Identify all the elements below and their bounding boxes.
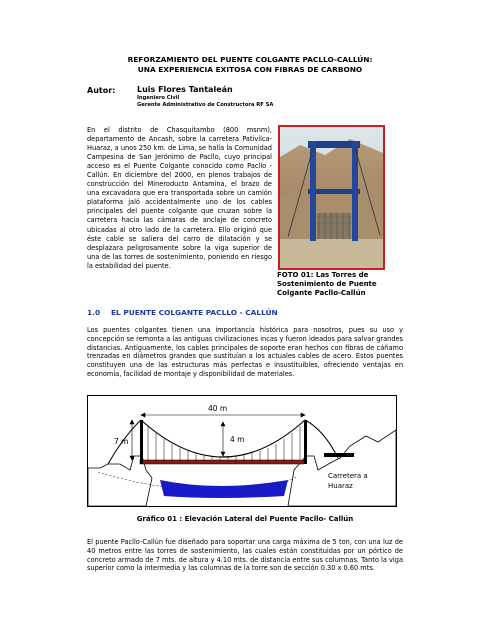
bridge-elevation-diagram xyxy=(87,395,397,507)
author-label: Autor: xyxy=(87,86,116,95)
river-water xyxy=(160,480,288,498)
bridge-tower-photo-image xyxy=(280,127,383,268)
span-length-label: 40 m xyxy=(208,404,228,413)
figure-caption: Gráfico 01 : Elevación Lateral del Puente Pacllo- Callún xyxy=(136,515,354,523)
road-label-line-2: Huaraz xyxy=(328,482,353,490)
section-title: EL PUENTE COLGANTE PACLLO - CALLÚN xyxy=(111,308,278,317)
hanger-cables xyxy=(148,426,300,460)
bridge-deck xyxy=(140,460,304,464)
author-role-position: Gerente Administrativo de Constructora RF SA xyxy=(137,102,274,108)
cable-sag-label: 4 m xyxy=(230,435,245,444)
section-number: 1.0 xyxy=(87,308,101,317)
photo-caption: FOTO 01: Las Torres de Sostenimiento de Puente Colgante Pacllo-Callún xyxy=(277,271,377,297)
road-surface xyxy=(324,453,354,457)
paragraph-design: El puente Pacllo-Callún fue diseñado para soportar una carga máxima de 5 ton, con una luz de 40 metros entre las torres de sostenimiento, las cuales están constituidas por un pórtico de concreto armado de 7 mts. de altura y 4.10 mts. de distancia entre sus columnas. Tanto la viga superior como la intermedia y las columnas de la torre son de sección 0.30 x 0.60 mts. xyxy=(87,538,403,573)
tower-height-label: 7 m xyxy=(114,437,129,446)
bridge-elevation-drawing xyxy=(88,396,396,506)
author-name: Luis Flores Tantaleán xyxy=(137,85,233,94)
paragraph-history: Los puentes colgantes tienen una importancia histórica para nosotros, pues su uso y concepción se remonta a las antiguas civilizaciones incas y fueron ideados para salvar grandes distancias. Antiguamente, los cables principales de soporte eran hechos con fibras de cáñamo trenzadas en diámetros grandes que sustituían a los actuales cables de acero. Estos puentes constituyen una de las estructuras más perfectas e insustituibles, ofreciendo ventajas en economía, facilidad de montaje y disponibilidad de materiales. xyxy=(87,326,403,378)
document-title-line-2: UNA EXPERIENCIA EXITOSA CON FIBRAS DE CARBONO xyxy=(137,65,363,74)
intro-paragraph: En el distrito de Chasquitambo (800 msnm), departamento de Ancash, sobre la carretera Pativilca-Huaraz, a unos 250 km. de Lima, se halla la Comunidad Campesina de San Jerónimo de Pacllo, cuyo principal acceso es el Puente Colgante conocido como Pacllo - Callún. En diciembre del 2000, en plenos trabajos de construcción del Mineroducto Antamina, el brazo de una excavadora que era transportada sobre un camión plataforma jaló accidentalmente uno de los cables principales del puente colgante que cruzan sobre la carretera hacia las cámaras de anclaje de concreto ubicadas al otro lado de la carretera. Ello originó que éste cable se saliera del carro de dilatación y se desplazara peligrosamente sobre la viga superior de una de las torres de sostenimiento, poniendo en riesgo la estabilidad del puente. xyxy=(87,126,272,270)
author-role-profession: Ingeniero Civil xyxy=(137,95,180,101)
bridge-tower-photo xyxy=(278,125,385,270)
road-label-line-1: Carretera a xyxy=(328,472,368,480)
document-title-line-1: REFORZAMIENTO DEL PUENTE COLGANTE PACLLO-CALLÚN: xyxy=(127,55,373,64)
